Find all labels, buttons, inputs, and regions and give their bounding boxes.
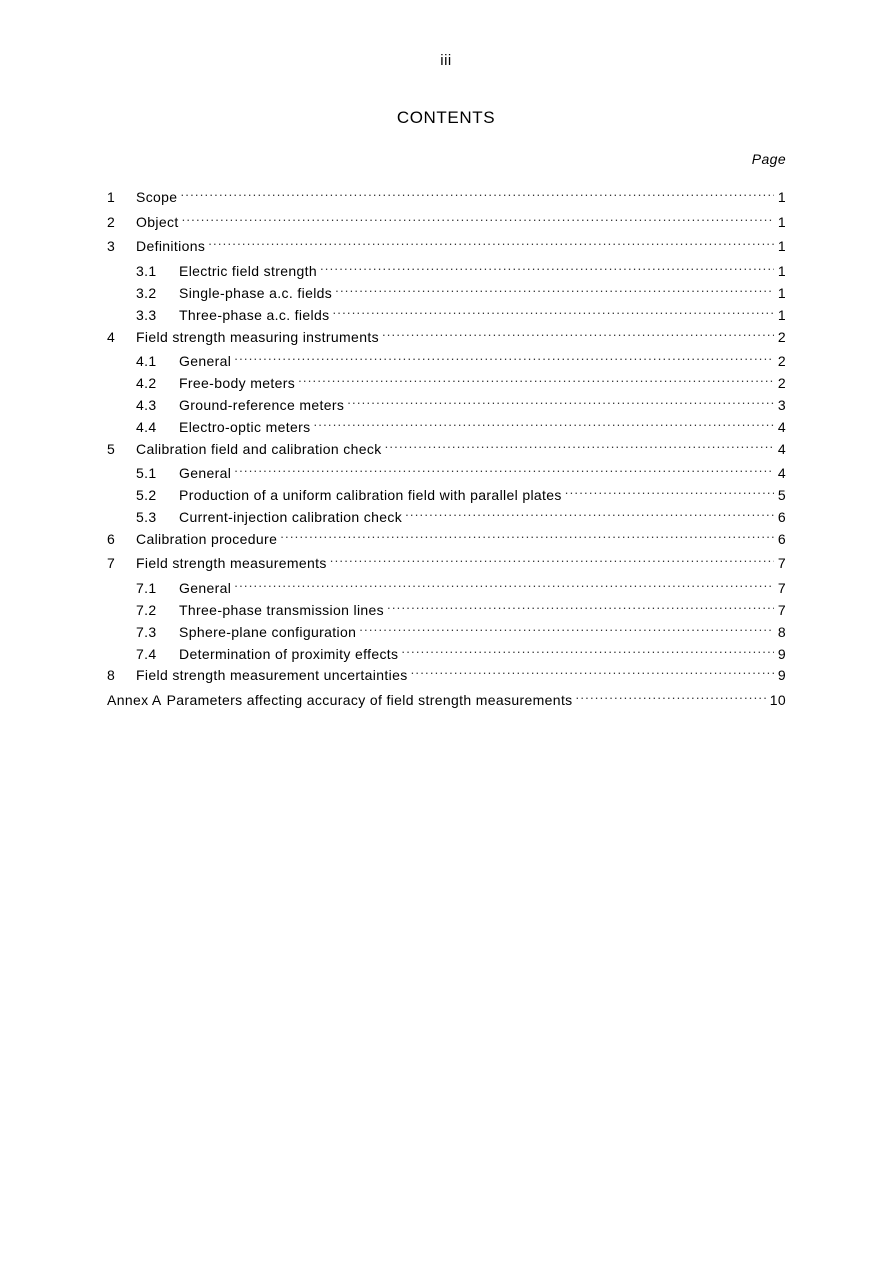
toc-dot-leader: [182, 207, 774, 227]
toc-subentry[interactable]: [136, 617, 786, 640]
toc-subentry[interactable]: [136, 639, 786, 662]
toc-entry-title: Determination of proximity effects: [179, 646, 399, 662]
toc-entry-title: Electric field strength: [179, 263, 317, 279]
toc-entry-number: 3.2: [136, 285, 157, 301]
toc-dot-leader: [208, 231, 774, 251]
toc-entry-page: 2: [777, 353, 786, 369]
toc-entry-page: 3: [777, 397, 786, 413]
toc-entry-title: Three-phase transmission lines: [179, 602, 385, 618]
toc-dot-leader: [359, 617, 774, 637]
toc-subentry[interactable]: [136, 502, 786, 525]
toc-entry-title: Three-phase a.c. fields: [179, 307, 330, 323]
toc-dot-leader: [234, 346, 774, 366]
toc-entry-page: 1: [777, 238, 786, 254]
toc-entry-page: 4: [777, 465, 786, 481]
toc-entry-title: Production of a uniform calibration field with parallel plates: [179, 487, 562, 503]
toc-entry-number: 4.2: [136, 375, 157, 391]
toc-subentry[interactable]: [136, 368, 786, 391]
toc-entry-number: 7.2: [136, 602, 157, 618]
toc-entry-number: 7: [107, 555, 116, 571]
toc-entry-title: Calibration procedure: [136, 531, 278, 547]
toc-entry-number: 5.1: [136, 465, 157, 481]
toc-entry-page: 10: [769, 692, 786, 708]
toc-entry-page: 1: [777, 189, 786, 205]
toc-entry-page: 5: [777, 487, 786, 503]
toc-dot-leader: [332, 300, 773, 320]
page-number: iii: [440, 52, 452, 69]
toc-entry-title: General: [179, 353, 232, 369]
toc-entry-page: 2: [777, 329, 786, 345]
toc-subentry[interactable]: [136, 256, 786, 279]
toc-subentry[interactable]: [136, 300, 786, 323]
toc-entry[interactable]: [107, 660, 786, 683]
toc-entry-page: 9: [777, 646, 786, 662]
toc-subentry[interactable]: [136, 480, 786, 503]
toc-dot-leader: [298, 368, 774, 388]
toc-subentry[interactable]: [136, 595, 786, 618]
toc-entry-page: 1: [777, 214, 786, 230]
toc-entry-number: 6: [107, 531, 116, 547]
toc-dot-leader: [335, 278, 774, 298]
toc-dot-leader: [382, 322, 774, 342]
toc-dot-leader: [234, 573, 774, 593]
toc-entry-number: 4.3: [136, 397, 157, 413]
toc-entry-page: 4: [777, 419, 786, 435]
toc-dot-leader: [576, 685, 766, 705]
toc-entry-page: 6: [777, 509, 786, 525]
toc-entry[interactable]: [107, 434, 786, 457]
toc-entry-title: General: [179, 465, 232, 481]
toc-entry[interactable]: [107, 322, 786, 345]
toc-entry-page: 4: [777, 441, 786, 457]
toc-dot-leader: [401, 639, 773, 659]
toc-dot-leader: [234, 458, 774, 478]
toc-entry[interactable]: [107, 548, 786, 571]
toc-entry-page: 8: [777, 624, 786, 640]
toc-entry-number: 4.1: [136, 353, 157, 369]
toc-entry-number: 4: [107, 329, 116, 345]
toc-entry-number: Annex A: [107, 692, 162, 708]
toc-annex-entry[interactable]: [107, 685, 786, 708]
toc-dot-leader: [320, 256, 774, 276]
toc-entry[interactable]: [107, 231, 786, 254]
toc-entry-page: 7: [777, 555, 786, 571]
toc-entry-number: 5.2: [136, 487, 157, 503]
toc-entry-title: Current-injection calibration check: [179, 509, 403, 525]
toc-dot-leader: [405, 502, 774, 522]
toc-entry-number: 1: [107, 189, 116, 205]
toc-entry[interactable]: [107, 524, 786, 547]
toc-entry-page: 1: [777, 285, 786, 301]
toc-dot-leader: [411, 660, 774, 680]
toc-entry[interactable]: [107, 207, 786, 230]
toc-entry-title: Object: [136, 214, 179, 230]
toc-subentry[interactable]: [136, 390, 786, 413]
toc-entry-title: Calibration field and calibration check: [136, 441, 382, 457]
page-column-label: Page: [751, 151, 786, 167]
toc-entry-title: General: [179, 580, 232, 596]
contents-heading: CONTENTS: [396, 108, 496, 127]
toc-dot-leader: [565, 480, 774, 500]
toc-subentry[interactable]: [136, 573, 786, 596]
toc-entry[interactable]: [107, 182, 786, 205]
toc-subentry[interactable]: [136, 412, 786, 435]
toc-entry-page: 7: [777, 602, 786, 618]
toc-entry-number: 2: [107, 214, 116, 230]
toc-entry-title: Field strength measurement uncertainties: [136, 667, 408, 683]
toc-dot-leader: [387, 595, 774, 615]
toc-entry-title: Parameters affecting accuracy of field strength measurements: [166, 692, 573, 708]
toc-entry-page: 1: [777, 263, 786, 279]
toc-dot-leader: [385, 434, 774, 454]
toc-entry-number: 3.1: [136, 263, 157, 279]
toc-entry-number: 7.1: [136, 580, 157, 596]
toc-entry-page: 2: [777, 375, 786, 391]
toc-subentry[interactable]: [136, 278, 786, 301]
toc-dot-leader: [280, 524, 774, 544]
toc-entry-page: 9: [777, 667, 786, 683]
toc-entry-title: Sphere-plane configuration: [179, 624, 357, 640]
toc-entry-page: 7: [777, 580, 786, 596]
toc-entry-number: 4.4: [136, 419, 157, 435]
toc-entry-title: Ground-reference meters: [179, 397, 345, 413]
toc-entry-number: 7.3: [136, 624, 157, 640]
toc-entry-page: 6: [777, 531, 786, 547]
toc-entry-title: Field strength measuring instruments: [136, 329, 379, 345]
toc-entry-number: 5.3: [136, 509, 157, 525]
toc-entry-title: Field strength measurements: [136, 555, 327, 571]
toc-subentry[interactable]: [136, 458, 786, 481]
toc-entry-title: Definitions: [136, 238, 206, 254]
toc-entry-title: Single-phase a.c. fields: [179, 285, 333, 301]
toc-dot-leader: [347, 390, 774, 410]
toc-entry-number: 5: [107, 441, 116, 457]
toc-dot-leader: [313, 412, 773, 432]
toc-entry-page: 1: [777, 307, 786, 323]
toc-entry-title: Scope: [136, 189, 178, 205]
toc-entry-title: Free-body meters: [179, 375, 296, 391]
toc-entry-number: 8: [107, 667, 116, 683]
toc-entry-title: Electro-optic meters: [179, 419, 311, 435]
toc-entry-number: 3: [107, 238, 116, 254]
toc-entry-number: 7.4: [136, 646, 157, 662]
toc-entry-number: 3.3: [136, 307, 157, 323]
toc-dot-leader: [330, 548, 774, 568]
toc-dot-leader: [180, 182, 773, 202]
toc-subentry[interactable]: [136, 346, 786, 369]
